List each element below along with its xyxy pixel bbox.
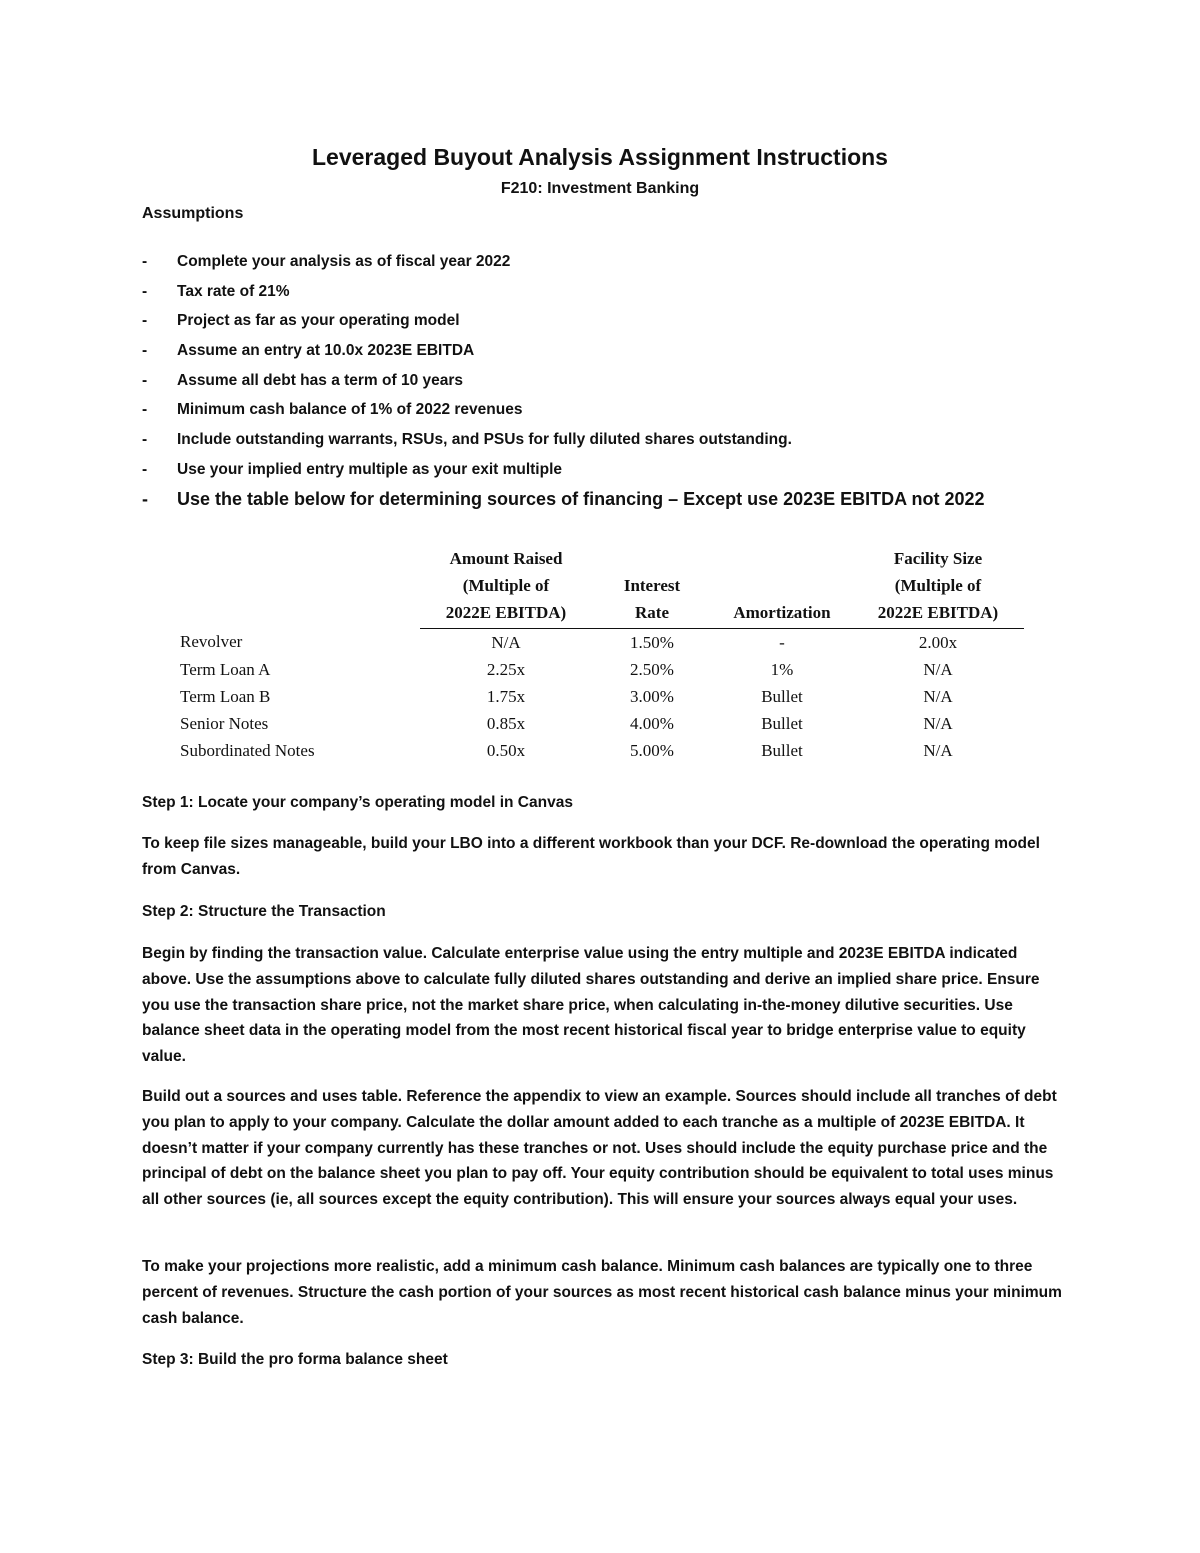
- amount-raised-cell: N/A: [491, 632, 521, 652]
- interest-rate-cell: 1.50%: [630, 632, 674, 652]
- list-item: [142, 336, 985, 366]
- amortization-cell: Bullet: [761, 740, 803, 760]
- facility-size-cell: 2.00x: [918, 632, 958, 652]
- list-dash: -: [142, 488, 148, 509]
- amortization-cell: 1%: [770, 659, 794, 679]
- interest-rate-cell: 5.00%: [630, 740, 674, 760]
- assumption-text: Use the table below for determining sources of financing – Except use 2023E EBITDA not 2022: [177, 488, 985, 509]
- table-row: [178, 683, 1024, 710]
- assumption-text: Complete your analysis as of fiscal year 2022: [177, 252, 511, 270]
- list-item: [142, 455, 985, 485]
- tranche-name: Term Loan B: [180, 686, 271, 706]
- tranche-name: Revolver: [180, 632, 243, 652]
- tranche-name: Senior Notes: [180, 713, 269, 733]
- amortization-cell: Bullet: [761, 686, 803, 706]
- assumption-text: Include outstanding warrants, RSUs, and PSUs for fully diluted shares outstanding.: [177, 430, 792, 448]
- header-line: (Multiple of: [462, 576, 550, 595]
- header-line: Amount Raised: [449, 549, 563, 568]
- column-header-amount-raised: [420, 545, 592, 629]
- list-dash: -: [142, 341, 148, 359]
- list-dash: -: [142, 460, 148, 478]
- header-line: Facility Size: [893, 549, 983, 568]
- tranche-name: Term Loan A: [180, 659, 271, 679]
- step1-paragraph: To keep file sizes manageable, build your LBO into a different workbook than your DCF. Re-download the operating model from Canvas.: [142, 835, 1040, 878]
- column-header-interest-rate: [592, 545, 712, 629]
- table-row: [178, 629, 1024, 657]
- list-item: [142, 425, 985, 455]
- list-dash: -: [142, 430, 148, 448]
- assumptions-list: [142, 247, 985, 514]
- amortization-cell: Bullet: [761, 713, 803, 733]
- list-dash: -: [142, 282, 148, 300]
- list-item: [142, 306, 985, 336]
- tranche-name: Subordinated Notes: [180, 740, 315, 760]
- assumption-text: Assume an entry at 10.0x 2023E EBITDA: [177, 341, 475, 359]
- list-dash: -: [142, 312, 148, 330]
- header-line: Rate: [635, 603, 669, 622]
- table-row: [178, 656, 1024, 683]
- step3-heading: Step 3: Build the pro forma balance sheet: [142, 1351, 448, 1368]
- table-header-row: [178, 545, 1024, 629]
- step2-paragraph-sources-uses: Build out a sources and uses table. Reference the appendix to view an example. Sources should include all tranches of debt you plan to apply to your company. Calculate the dollar amount added to each tranche as a multiple of 2023E EBITDA. It doesn’t matter if your company currently has these tranches or not. Uses should include the equity purchase price and the principal of debt on the balance sheet you plan to pay off. Your equity contribution should be equivalent to total uses minus all other sources (ie, all sources except the equity contribution). This will ensure your sources always equal your uses.: [142, 1088, 1057, 1209]
- table-row: [178, 710, 1024, 737]
- document-subtitle: F210: Investment Banking: [500, 180, 700, 197]
- assumptions-heading: Assumptions: [142, 205, 244, 222]
- column-header-amortization: [712, 545, 852, 629]
- amount-raised-cell: 0.85x: [486, 713, 526, 733]
- step2-paragraph-minimum-cash: To make your projections more realistic, add a minimum cash balance. Minimum cash balances are typically one to three percent of revenues. Structure the cash portion of your sources as most recent historical cash balance minus your minimum cash balance.: [142, 1258, 1062, 1327]
- header-line: 2022E EBITDA): [877, 603, 999, 622]
- assumption-text: Minimum cash balance of 1% of 2022 revenues: [177, 401, 523, 419]
- list-item: [142, 366, 985, 396]
- facility-size-cell: N/A: [923, 659, 953, 679]
- list-dash: -: [142, 401, 148, 419]
- interest-rate-cell: 3.00%: [630, 686, 674, 706]
- list-item: [142, 277, 985, 307]
- amortization-cell: -: [779, 632, 785, 652]
- assumption-text: Tax rate of 21%: [177, 282, 290, 300]
- interest-rate-cell: 4.00%: [630, 713, 674, 733]
- amount-raised-cell: 2.25x: [486, 659, 526, 679]
- amount-raised-cell: 1.75x: [486, 686, 526, 706]
- assumption-text: Use your implied entry multiple as your exit multiple: [177, 460, 563, 478]
- facility-size-cell: N/A: [923, 713, 953, 733]
- header-line: 2022E EBITDA): [445, 603, 567, 622]
- amount-raised-cell: 0.50x: [486, 740, 526, 760]
- column-header-facility-size: [852, 545, 1024, 629]
- facility-size-cell: N/A: [923, 740, 953, 760]
- column-header-name: [178, 545, 420, 629]
- step2-paragraph-transaction-value: Begin by finding the transaction value. Calculate enterprise value using the entry multiple and 2023E EBITDA indicated above. Use the assumptions above to calculate fully diluted shares outstanding and derive an implied share price. Ensure you use the transaction share price, not the market share price, when calculating in-the-money dilutive securities. Use balance sheet data in the operating model from the most recent historical fiscal year to bridge enterprise value to equity value.: [142, 945, 1040, 1066]
- table-row: [178, 737, 1024, 764]
- header-line: Interest: [623, 576, 681, 595]
- header-line: (Multiple of: [894, 576, 982, 595]
- list-dash: -: [142, 371, 148, 389]
- assumption-text: Project as far as your operating model: [177, 312, 460, 330]
- list-dash: -: [142, 252, 148, 270]
- document-title: Leveraged Buyout Analysis Assignment Instructions: [312, 144, 888, 170]
- assumption-text: Assume all debt has a term of 10 years: [177, 371, 464, 389]
- facility-size-cell: N/A: [923, 686, 953, 706]
- header-line: Amortization: [733, 603, 831, 622]
- step2-heading: Step 2: Structure the Transaction: [142, 903, 386, 920]
- list-item: [142, 395, 985, 425]
- list-item: [142, 485, 985, 515]
- step1-heading: Step 1: Locate your company’s operating model in Canvas: [142, 794, 573, 811]
- financing-sources-table: [178, 545, 1024, 764]
- list-item: [142, 247, 985, 277]
- interest-rate-cell: 2.50%: [630, 659, 674, 679]
